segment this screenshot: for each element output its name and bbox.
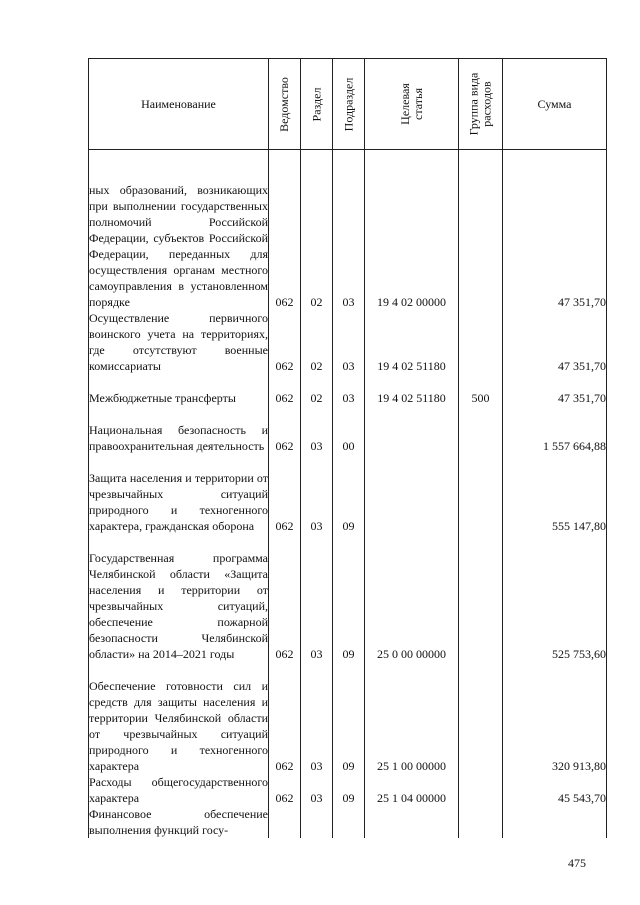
- row-name: Государственная программа Челябинской области «Защита населения и территории от чрезвычайных ситуаций, обеспечение пожарной безопасности Челябинской области» на 2014–2021 годы: [89, 534, 269, 662]
- row-podrazdel: 03: [333, 310, 365, 374]
- page-number: 475: [568, 856, 586, 870]
- row-celevaya: 19 4 02 51180: [365, 374, 459, 406]
- row-name: ных образований, возникающих при выполнении государственных полномочий Российской Федерации, субъектов Российской Федерации, переданных для осуществления органам местного самоуправления в установленном порядке: [89, 150, 269, 310]
- row-summa: 47 351,70: [503, 374, 607, 406]
- header-podrazdel: Подраздел: [333, 59, 365, 150]
- table-row: [89, 374, 607, 406]
- row-podrazdel: 00: [333, 406, 365, 454]
- row-gruppa: [459, 534, 503, 662]
- row-gruppa: 500: [459, 374, 503, 406]
- row-podrazdel: 09: [333, 774, 365, 806]
- row-podrazdel: 03: [333, 374, 365, 406]
- row-gruppa: [459, 150, 503, 310]
- row-razdel: 02: [301, 310, 333, 374]
- table-row: [89, 310, 607, 374]
- row-vedomstvo: 062: [269, 374, 301, 406]
- row-name: Расходы общегосударственного характера: [89, 774, 268, 805]
- header-summa: Сумма: [503, 59, 607, 150]
- header-vedomstvo: Ведомство: [269, 59, 301, 150]
- row-gruppa: [459, 774, 503, 806]
- row-summa: 47 351,70: [503, 150, 607, 310]
- row-summa: 1 557 664,88: [503, 406, 607, 454]
- header-gruppa-vida-rashodov: Группа вида расходов: [459, 59, 503, 150]
- row-celevaya: [365, 406, 459, 454]
- row-summa: 320 913,80: [503, 662, 607, 774]
- row-summa: [503, 806, 607, 838]
- row-razdel: 03: [301, 534, 333, 662]
- table-row: [89, 662, 607, 774]
- row-podrazdel: 09: [333, 662, 365, 774]
- row-vedomstvo: [269, 806, 301, 838]
- row-summa: 45 543,70: [503, 774, 607, 806]
- row-gruppa: [459, 806, 503, 838]
- budget-table: [88, 58, 607, 838]
- row-podrazdel: 09: [333, 534, 365, 662]
- row-gruppa: [459, 662, 503, 774]
- row-name: Межбюджетные трансферты: [89, 374, 269, 406]
- row-name: Обеспечение готовности сил и средств для защиты населения и территории Челябинской области от чрезвычайных ситуаций природного и техногенного характера: [89, 662, 269, 774]
- row-vedomstvo: 062: [269, 406, 301, 454]
- row-razdel: 03: [301, 662, 333, 774]
- table-row: [89, 454, 607, 534]
- table-header-row: [89, 59, 607, 150]
- table-row: [89, 806, 607, 838]
- row-vedomstvo: 062: [269, 150, 301, 310]
- row-vedomstvo: 062: [269, 454, 301, 534]
- row-gruppa: [459, 310, 503, 374]
- row-razdel: 03: [301, 406, 333, 454]
- row-celevaya: [365, 806, 459, 838]
- row-gruppa: [459, 406, 503, 454]
- row-celevaya: 25 1 04 00000: [365, 774, 459, 806]
- row-celevaya: 19 4 02 51180: [365, 310, 459, 374]
- row-summa: 525 753,60: [503, 534, 607, 662]
- row-razdel: 03: [301, 454, 333, 534]
- row-name: Осуществление первичного воинского учета на территориях, где отсутствуют военные комиссариаты: [89, 310, 268, 373]
- row-summa: 47 351,70: [503, 310, 607, 374]
- row-celevaya: 19 4 02 00000: [365, 150, 459, 310]
- row-podrazdel: [333, 806, 365, 838]
- row-vedomstvo: 062: [269, 662, 301, 774]
- header-celevaya-statya: Целевая статья: [365, 59, 459, 150]
- row-celevaya: 25 1 00 00000: [365, 662, 459, 774]
- row-podrazdel: 09: [333, 454, 365, 534]
- row-vedomstvo: 062: [269, 774, 301, 806]
- header-razdel: Раздел: [301, 59, 333, 150]
- table-row: [89, 534, 607, 662]
- row-name: Защита населения и территории от чрезвычайных ситуаций природного и техногенного характера, гражданская оборона: [89, 454, 269, 534]
- header-name: Наименование: [89, 59, 269, 150]
- table-row: [89, 150, 607, 310]
- row-razdel: 02: [301, 374, 333, 406]
- row-name: Финансовое обеспечение выполнения функций госу-: [89, 806, 268, 837]
- row-summa: 555 147,80: [503, 454, 607, 534]
- row-razdel: [301, 806, 333, 838]
- row-name: Национальная безопасность и правоохранительная деятельность: [89, 406, 269, 454]
- table-row: [89, 774, 607, 806]
- row-vedomstvo: 062: [269, 534, 301, 662]
- row-gruppa: [459, 454, 503, 534]
- row-razdel: 03: [301, 774, 333, 806]
- row-razdel: 02: [301, 150, 333, 310]
- row-podrazdel: 03: [333, 150, 365, 310]
- row-celevaya: 25 0 00 00000: [365, 534, 459, 662]
- table-row: [89, 406, 607, 454]
- row-celevaya: [365, 454, 459, 534]
- row-vedomstvo: 062: [269, 310, 301, 374]
